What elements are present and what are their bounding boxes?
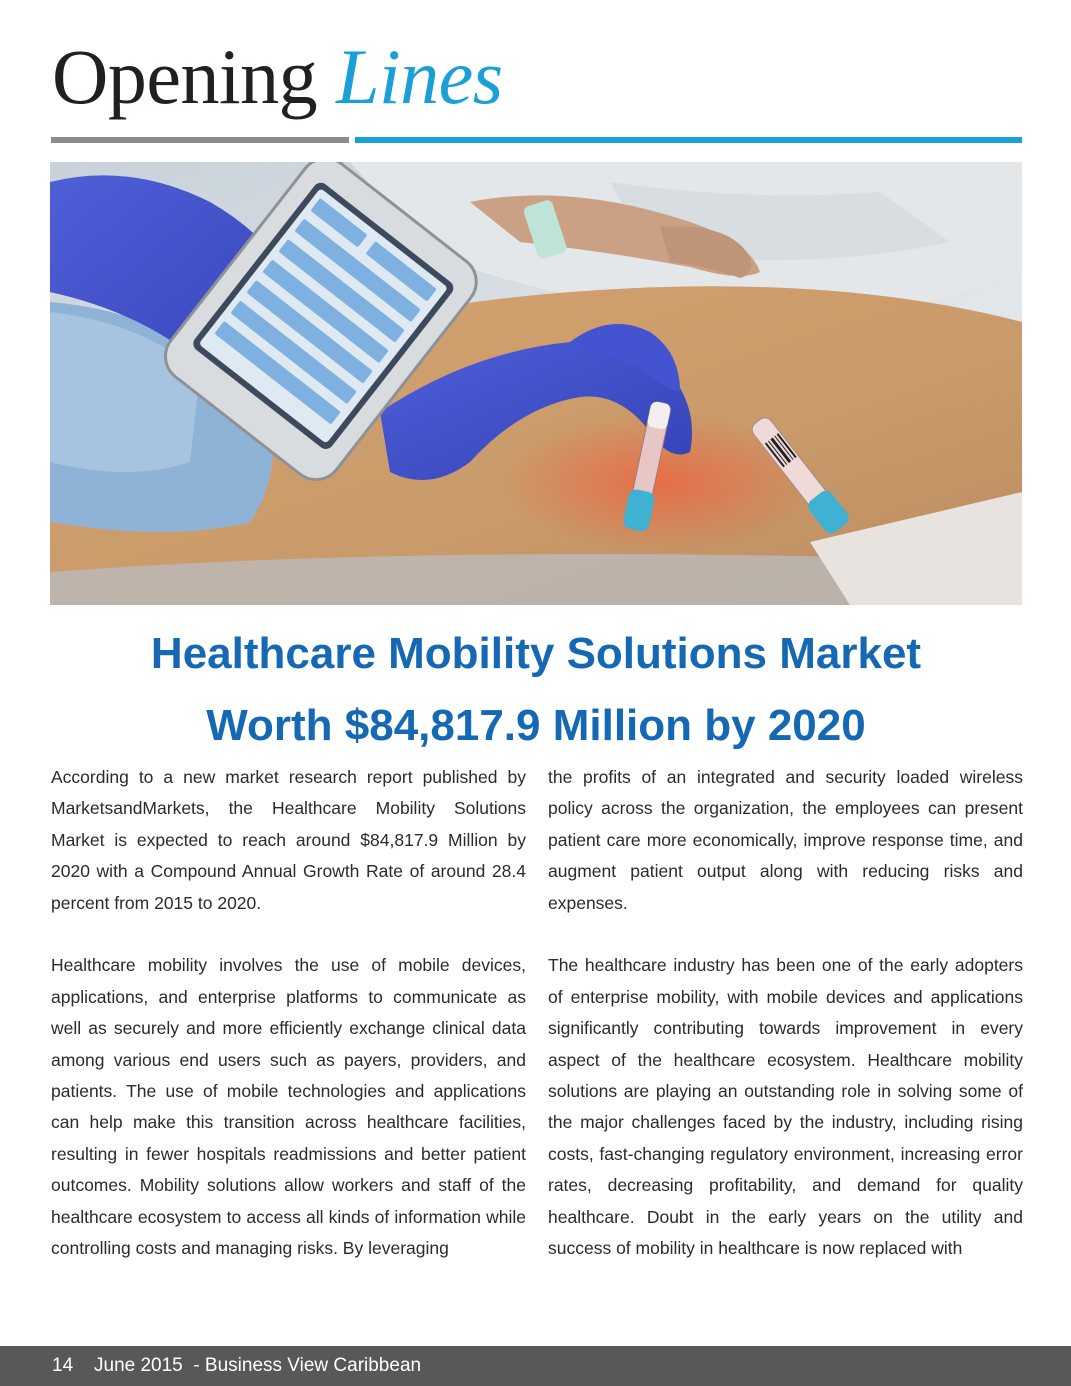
article-photo bbox=[50, 162, 1022, 605]
article-column-right bbox=[548, 762, 1023, 1296]
body-paragraph: The healthcare industry has been one of the early adopters of enterprise mobility, with mobile devices and applications significantly contributing towards improvement in every aspect of the healthcare ecosystem. Healthcare mobility solutions are playing an outstanding role in solving some of the major challenges faced by the industry, including rising costs, fast-changing regulatory environment, increasing error rates, decreasing profitability, and demand for quality healthcare. Doubt in the early years on the utility and success of mobility in healthcare is now replaced with bbox=[548, 955, 1023, 1259]
page-number: 14 bbox=[52, 1355, 74, 1376]
issue-label: June 2015 - Business View Caribbean bbox=[94, 1355, 422, 1376]
section-title-accent: Lines bbox=[336, 33, 503, 120]
body-paragraph: the profits of an integrated and security loaded wireless policy across the organization, the employees can present patient care more economically, improve response time, and augment patient output along with reducing risks and expenses. bbox=[548, 767, 1023, 913]
article-column-left bbox=[51, 762, 526, 1296]
body-paragraph: According to a new market research report published by MarketsandMarkets, the Healthcare Mobility Solutions Market is expected to reach around $84,817.9 Million by 2020 with a Compound Annual Growth Rate of around 28.4 percent from 2015 to 2020. bbox=[51, 767, 526, 913]
page-footer bbox=[0, 1346, 1071, 1386]
article-headline bbox=[50, 618, 1022, 762]
section-title bbox=[52, 33, 503, 120]
headline-line-2: Worth $84,817.9 Million by 2020 bbox=[206, 701, 866, 750]
headline-line-1: Healthcare Mobility Solutions Market bbox=[150, 629, 922, 678]
section-title-main: Opening bbox=[52, 33, 318, 120]
body-paragraph: Healthcare mobility involves the use of mobile devices, applications, and enterprise platforms to communicate as well as securely and more efficiently exchange clinical data among various end users such as payers, providers, and patients. The use of mobile technologies and applications can help make this transition across healthcare facilities, resulting in fewer hospitals readmissions and better patient outcomes. Mobility solutions allow workers and staff of the healthcare ecosystem to access all kinds of information while controlling costs and managing risks. By leveraging bbox=[51, 955, 526, 1259]
title-rule-blue bbox=[355, 137, 1022, 143]
title-rule-grey bbox=[51, 137, 349, 143]
